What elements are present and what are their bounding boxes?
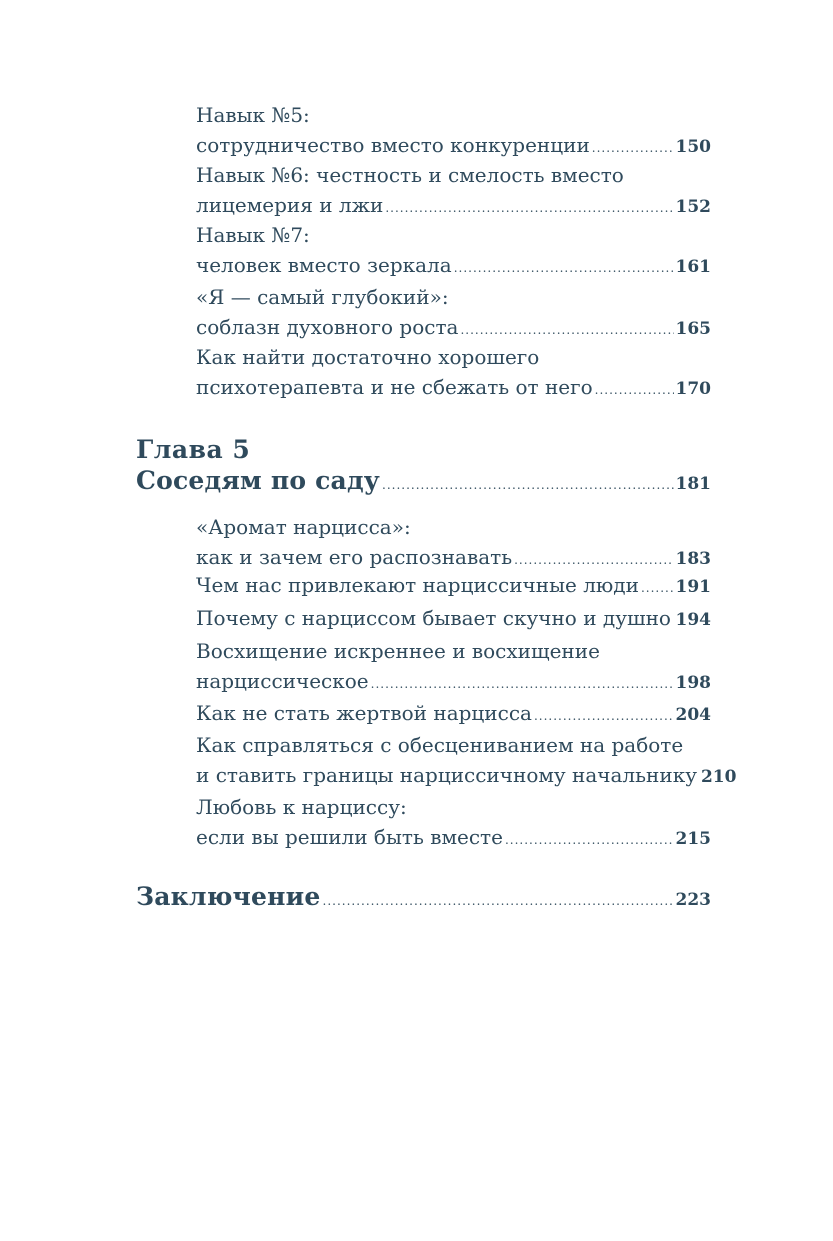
dot-leader — [460, 315, 673, 345]
toc-entry — [196, 730, 737, 793]
entry-title: Чем нас привлекают нарциссичные люди — [196, 573, 639, 597]
entry-page-number: 194 — [675, 610, 711, 630]
entry-title-line1: «Аромат нарцисса»: — [196, 515, 411, 539]
chapter-title: Соседям по саду — [136, 466, 381, 495]
entry-title: Почему с нарциссом бывает скучно и душно — [196, 606, 671, 630]
dot-leader — [534, 701, 674, 731]
conclusion-page-number: 223 — [675, 890, 711, 910]
entry-title-line1: Любовь к нарциссу: — [196, 795, 407, 819]
toc-entry — [196, 698, 711, 731]
entry-page-number: 204 — [675, 705, 711, 725]
entry-page-number: 191 — [675, 577, 711, 597]
entry-title-line1: Навык №6: честность и смелость вместо — [196, 163, 624, 187]
entry-title-line1: Восхищение искреннее и восхищение — [196, 639, 600, 663]
dot-leader — [673, 606, 674, 636]
entry-title-line2: если вы решили быть вместе — [196, 825, 503, 849]
toc-entry — [196, 100, 711, 163]
dot-leader — [454, 253, 674, 283]
chapter-heading — [136, 434, 711, 495]
entry-page-number: 210 — [700, 767, 737, 787]
chapter-label: Глава 5 — [136, 435, 251, 464]
toc-entry — [196, 342, 711, 405]
entry-title-line1: Навык №7: — [196, 223, 310, 247]
dot-leader — [385, 193, 673, 223]
entry-page-number: 161 — [675, 257, 711, 277]
dot-leader — [595, 375, 674, 405]
dot-leader — [382, 478, 673, 492]
entry-page-number: 170 — [675, 379, 711, 399]
toc-entry — [196, 512, 711, 575]
entry-title-line1: Навык №5: — [196, 103, 310, 127]
toc-entry — [196, 220, 711, 283]
entry-title-line2: и ставить границы нарциссичному начальнику — [196, 763, 697, 787]
entry-page-number: 165 — [675, 319, 711, 339]
toc-entry — [196, 160, 711, 223]
entry-title-line1: Как справляться с обесцениванием на работе — [196, 733, 684, 757]
toc-entry — [196, 570, 711, 603]
entry-title: Как не стать жертвой нарцисса — [196, 701, 532, 725]
entry-page-number: 183 — [675, 549, 711, 569]
dot-leader — [641, 573, 674, 603]
dot-leader — [592, 133, 674, 163]
conclusion-title: Заключение — [136, 882, 321, 911]
entry-title-line2: лицемерия и лжи — [196, 193, 384, 217]
conclusion-heading — [136, 882, 711, 911]
entry-title-line2: человек вместо зеркала — [196, 253, 452, 277]
dot-leader — [505, 825, 674, 855]
dot-leader — [323, 894, 674, 908]
chapter-page-number: 181 — [675, 474, 711, 494]
dot-leader — [371, 669, 674, 699]
entry-title-line2: как и зачем его распознавать — [196, 545, 513, 569]
entry-title-line2: нарциссическое — [196, 669, 369, 693]
entry-page-number: 150 — [675, 137, 711, 157]
entry-title-line1: «Я — самый глубокий»: — [196, 285, 449, 309]
toc-entry — [196, 282, 711, 345]
toc-entry — [196, 603, 711, 636]
toc-entry — [196, 792, 711, 855]
entry-title-line2: сотрудничество вместо конкуренции — [196, 133, 590, 157]
entry-page-number: 152 — [675, 197, 711, 217]
entry-page-number: 215 — [675, 829, 711, 849]
entry-title-line2: соблазн духовного роста — [196, 315, 459, 339]
entry-page-number: 198 — [675, 673, 711, 693]
entry-title-line1: Как найти достаточно хорошего — [196, 345, 540, 369]
toc-entry — [196, 636, 711, 699]
entry-title-line2: психотерапевта и не сбежать от него — [196, 375, 593, 399]
